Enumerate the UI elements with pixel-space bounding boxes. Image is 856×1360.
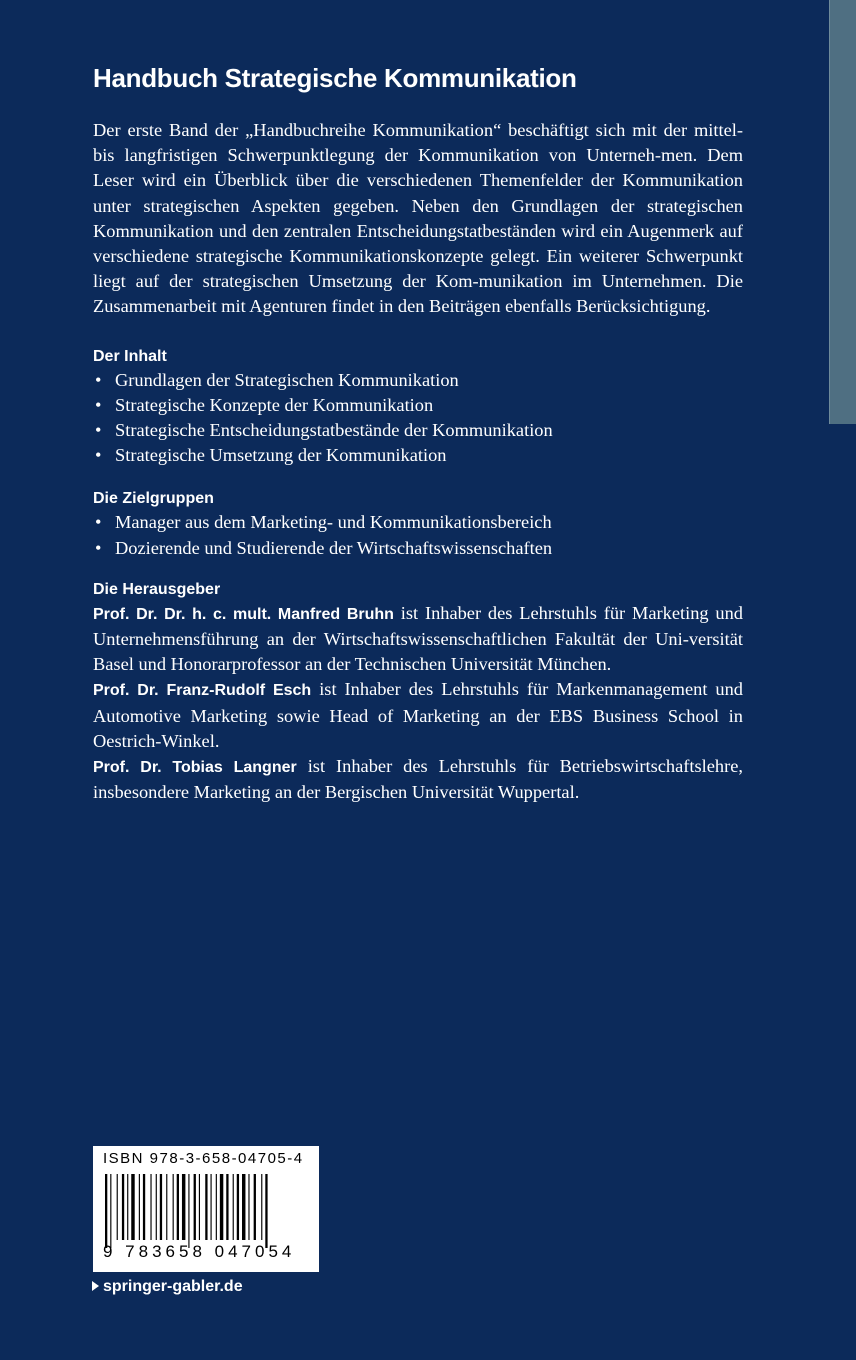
list-item: • Dozierende und Studierende der Wirtschaftswissenschaften [93, 536, 743, 561]
bullet-icon: • [95, 512, 102, 533]
editor-bio [93, 677, 743, 754]
zielgruppen-list [93, 510, 743, 560]
barcode-bar [211, 1174, 212, 1240]
barcode-bar [131, 1174, 134, 1240]
barcode-bar [173, 1174, 174, 1240]
barcode-bar [139, 1174, 140, 1240]
editor-name: Prof. Dr. Tobias Langner [93, 759, 297, 777]
bullet-icon: • [95, 394, 102, 415]
editor-name: Prof. Dr. Dr. h. c. mult. Manfred Bruhn [93, 605, 394, 623]
list-item: • Grundlagen der Strategischen Kommunikation [93, 368, 743, 393]
arrow-right-icon [92, 1281, 99, 1291]
barcode-bar [216, 1174, 217, 1240]
list-item: • Strategische Umsetzung der Kommunikation [93, 443, 743, 468]
barcode-bar [143, 1174, 145, 1240]
editor-text: ist Inhaber des Lehrstuhls für Betriebswirtschaftslehre, insbesondere Marketing an der Bergischen Universität Wuppertal. [93, 756, 743, 803]
list-item: • Strategische Konzepte der Kommunikation [93, 393, 743, 418]
section-inhalt [93, 346, 743, 469]
barcode-bar [160, 1174, 162, 1240]
book-description: Der erste Band der „Handbuchreihe Kommunikation“ beschäftigt sich mit der mittel- bis langfristigen Schwerpunktlegung der Kommunikation von Unterneh-men. Dem Leser wird ein Überblick über die verschiedenen Themenfelder der Kommunikation unter strategischen Aspekten gegeben. Neben den Grundlagen der strategischen Kommunikation und den zentralen Entscheidungstatbeständen wird ein Augenmerk auf verschiedene strategische Kommunikationskonzepte gelegt. Ein weiterer Schwerpunkt liegt auf der strategischen Umsetzung der Kom-munikation im Unternehmen. Die Zusammenarbeit mit Agenturen findet in den Beiträgen ebenfalls Berücksichtigung. [93, 120, 743, 317]
publisher-website[interactable] [92, 1276, 243, 1298]
barcode-bar [194, 1174, 196, 1240]
bullet-icon: • [95, 369, 102, 390]
section-heading-inhalt: Der Inhalt [93, 347, 167, 365]
isbn-label: ISBN 978-3-658-04705-4 [103, 1150, 304, 1167]
bullet-icon: • [95, 537, 102, 558]
barcode-bar [166, 1174, 167, 1240]
barcode-bar [199, 1174, 200, 1240]
editor-name: Prof. Dr. Franz-Rudolf Esch [93, 682, 312, 700]
barcode-bar [233, 1174, 234, 1240]
section-herausgeber [93, 579, 743, 806]
barcode-digits: 9 783658 047054 [103, 1242, 296, 1261]
barcode-bar [220, 1174, 223, 1240]
barcode-bar [242, 1174, 245, 1240]
barcode-bar [110, 1174, 111, 1248]
barcode-bar [117, 1174, 118, 1240]
website-label: springer-gabler.de [103, 1278, 243, 1295]
editor-bio [93, 601, 743, 678]
barcode-bar [150, 1174, 151, 1240]
back-cover-content [93, 60, 743, 805]
list-item: • Strategische Entscheidungstatbestände der Kommunikation [93, 418, 743, 443]
barcode-bar [254, 1174, 256, 1240]
barcode-bar [205, 1174, 207, 1240]
barcode-bar [177, 1174, 179, 1240]
bullet-icon: • [95, 420, 102, 441]
barcode-bar [248, 1174, 249, 1240]
bullet-icon: • [95, 445, 102, 466]
barcode-icon [103, 1174, 309, 1248]
inhalt-list [93, 368, 743, 469]
barcode-bar [226, 1174, 228, 1240]
editor-text: ist Inhaber des Lehrstuhls für Markenmanagement und Automotive Marketing sowie Head of Marketing an der EBS Business School in Oestrich-Winkel. [93, 679, 743, 751]
side-color-strip [829, 0, 856, 424]
section-zielgruppen [93, 488, 743, 560]
barcode-bar [265, 1174, 267, 1248]
list-item: • Manager aus dem Marketing- und Kommunikationsbereich [93, 510, 743, 535]
barcode-bar [122, 1174, 124, 1240]
editor-text: ist Inhaber des Lehrstuhls für Marketing und Unternehmensführung an der Wirtschaftswissenschaftlichen Fakultät der Uni-versität Basel und Honorarprofessor an der Technischen Universität München. [93, 602, 743, 675]
barcode-bar [182, 1174, 185, 1240]
barcode-bar [156, 1174, 157, 1240]
barcode-bar [127, 1174, 128, 1240]
barcode-bar [188, 1174, 189, 1248]
barcode-bar [261, 1174, 262, 1240]
isbn-barcode-box [93, 1146, 319, 1272]
barcode-bar [237, 1174, 239, 1240]
editor-bio [93, 754, 743, 805]
barcode-bar [105, 1174, 107, 1248]
section-heading-herausgeber: Die Herausgeber [93, 580, 221, 598]
book-title: Handbuch Strategische Kommunikation [93, 63, 577, 93]
section-heading-zielgruppen: Die Zielgruppen [93, 490, 214, 508]
